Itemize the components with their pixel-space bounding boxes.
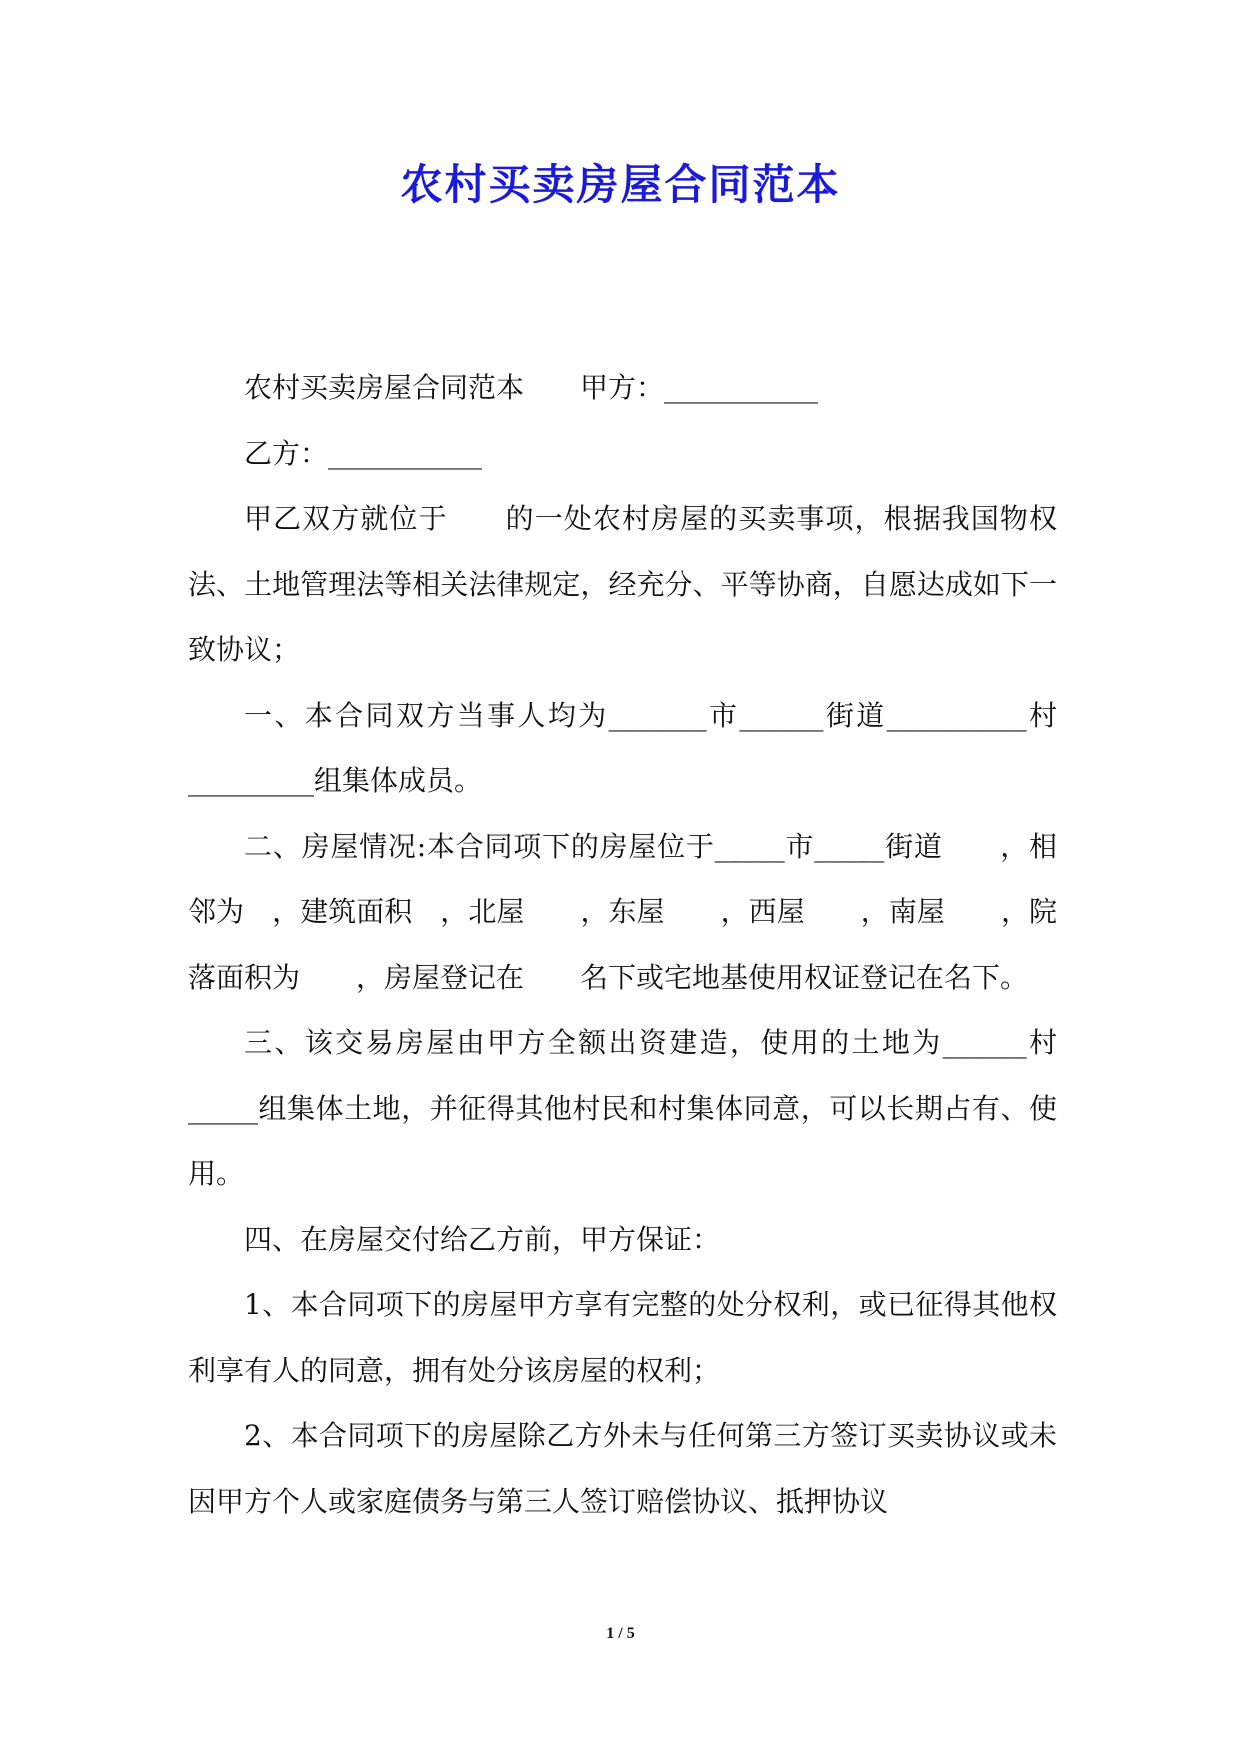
paragraph-clause-2: 二、房屋情况:本合同项下的房屋位于_____市_____街道 ，相邻为 ，建筑面积 ，北屋 ，东屋 ，西屋 ，南屋 ，院落面积为 ，房屋登记在 名下或宅地基使用权证登记在名下。	[188, 829, 1057, 994]
paragraph-clause-1: 一、本合同双方当事人均为_______市______街道__________村_________组集体成员。	[188, 698, 1057, 797]
paragraph-preamble: 甲乙双方就位于 的一处农村房屋的买卖事项，根据我国物权法、土地管理法等相关法律规定，经充分、平等协商，自愿达成如下一致协议；	[188, 502, 1057, 666]
page-number: 1 / 5	[606, 1625, 635, 1642]
paragraph-party-b: 乙方：___________	[244, 436, 483, 470]
paragraph-clause-4: 四、在房屋交付给乙方前，甲方保证：	[244, 1222, 721, 1256]
paragraph-clause-4-1: 1、本合同项下的房屋甲方享有完整的处分权利，或已征得其他权利享有人的同意，拥有处分该房屋的权利；	[188, 1288, 1057, 1387]
document-body	[188, 355, 1057, 1534]
paragraph-heading-parties: 农村买卖房屋合同范本 甲方：___________	[244, 371, 819, 404]
paragraph-clause-4-2: 2、本合同项下的房屋除乙方外未与任何第三方签订买卖协议或未因甲方个人或家庭债务与第三人签订赔偿协议、抵押协议	[188, 1419, 1057, 1518]
document-title: 农村买卖房屋合同范本	[400, 160, 841, 209]
paragraph-clause-3: 三、该交易房屋由甲方全额出资建造，使用的土地为______村_____组集体土地，并征得其他村民和村集体同意，可以长期占有、使用。	[188, 1026, 1057, 1190]
